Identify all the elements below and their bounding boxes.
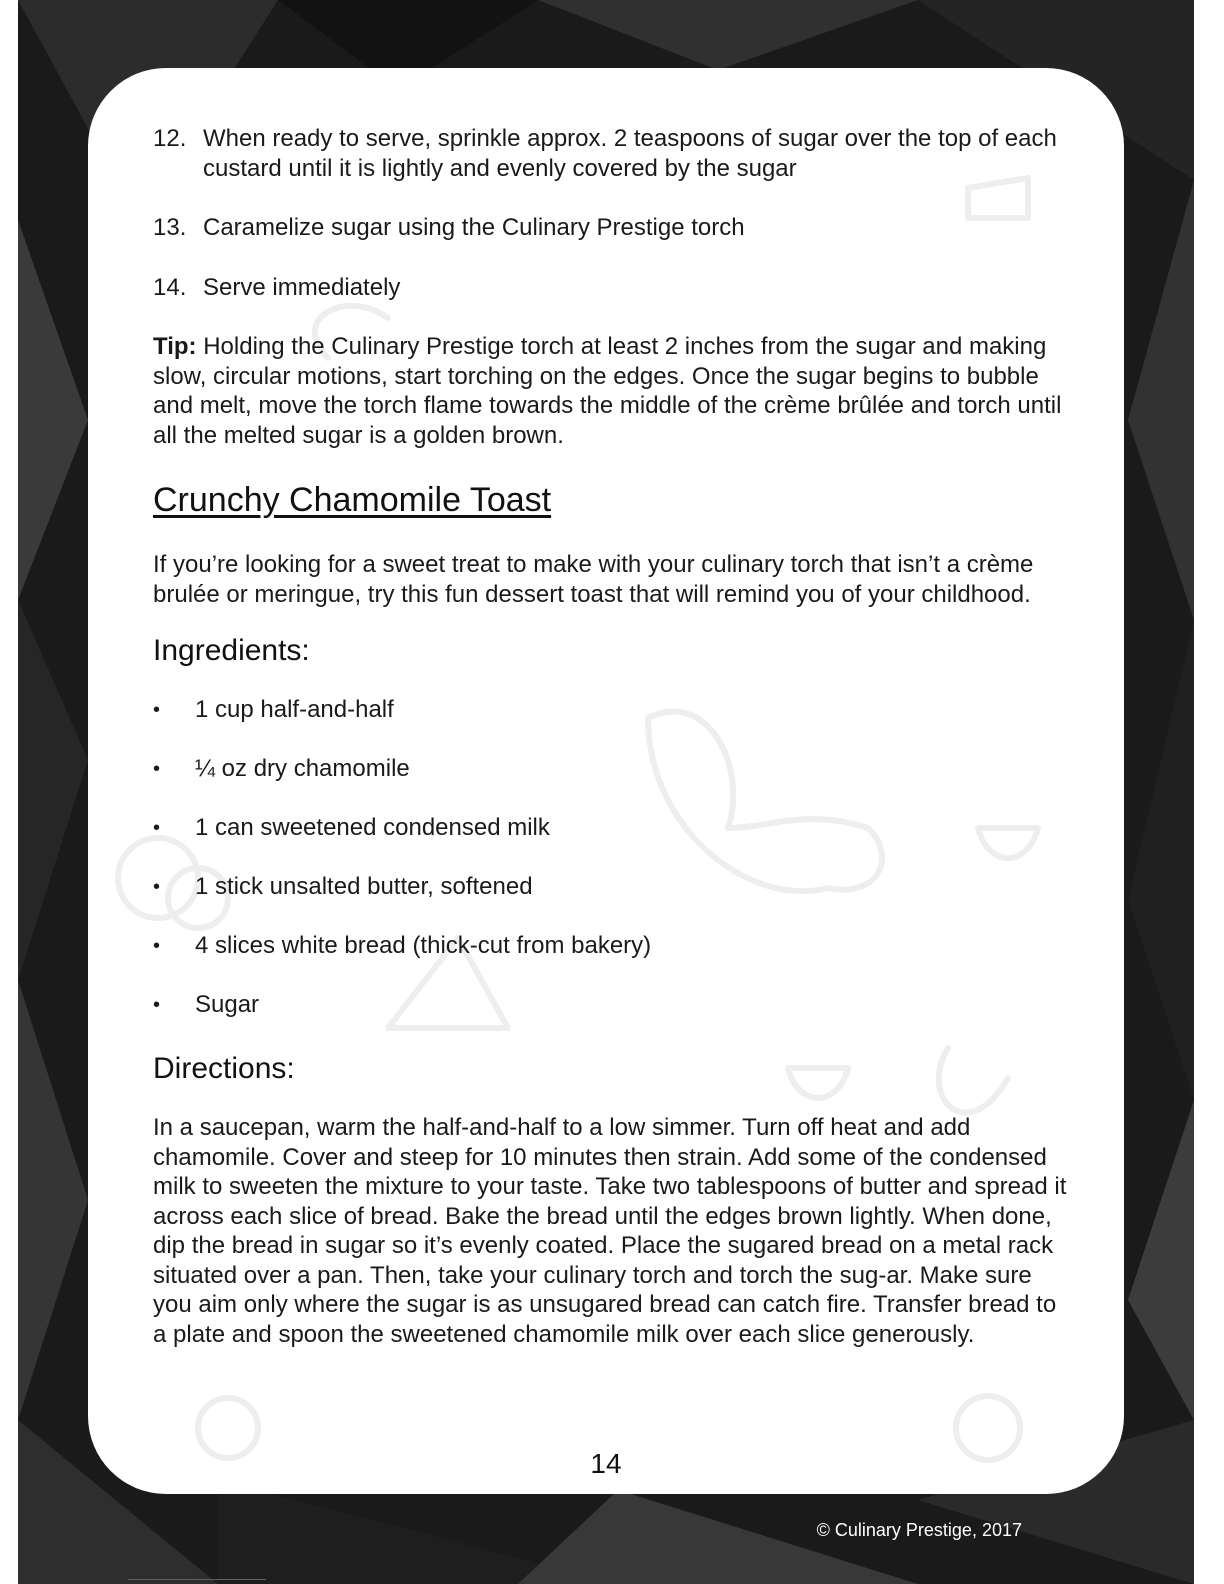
tip-text: Holding the Culinary Prestige torch at least 2 inches from the sugar and making slow, circular motions, start torching on the edges. Once the sugar begins to bubble and melt, move the torch flame towards the middle of the crème brûlée and torch until all the melted sugar is a golden brown. bbox=[153, 333, 1062, 449]
bullet: • bbox=[153, 935, 161, 957]
tip-label: Tip: bbox=[153, 333, 197, 360]
bullet: • bbox=[153, 876, 161, 898]
list-item bbox=[153, 695, 1073, 725]
list-item bbox=[153, 813, 1073, 843]
bullet: • bbox=[153, 758, 161, 780]
ingredient-text: 1 cup half-and-half bbox=[195, 696, 394, 723]
recipe-title: Crunchy Chamomile Toast bbox=[153, 481, 552, 519]
step-number: 13. bbox=[153, 214, 187, 241]
step-text: Caramelize sugar using the Culinary Prestige torch bbox=[203, 214, 745, 241]
page-number: 14 bbox=[590, 1448, 622, 1479]
page-card bbox=[88, 68, 1124, 1494]
step-text: Serve immediately bbox=[203, 273, 401, 301]
link-underline bbox=[128, 1579, 266, 1580]
copyright-text: © Culinary Prestige, 2017 bbox=[816, 1520, 1022, 1540]
bullet: • bbox=[153, 817, 161, 839]
ingredient-text: 1 stick unsalted butter, softened bbox=[195, 873, 533, 900]
step-number: 14. bbox=[153, 273, 187, 301]
tip-paragraph bbox=[153, 332, 1073, 450]
step-13 bbox=[153, 213, 1073, 243]
list-item bbox=[153, 872, 1073, 902]
directions-paragraph: In a saucepan, warm the half-and-half to a low simmer. Turn off heat and add chamomile. Cover and steep for 10 minutes then strain. Add some of the condensed milk to sweeten the mixture to your taste. Take two tablespoons of butter and spread it across each slice of bread. Bake the bread until the edges brown lightly. When done, dip the bread in sugar so it’s evenly coated. Place the sugared bread on a metal rack situated over a pan. Then, take your culinary torch and torch the sug-ar. Make sure you aim only where the sugar is as unsugared bread can catch fire. Transfer bread to a plate and spoon the sweetened chamomile milk over each slice generously. bbox=[153, 1114, 1067, 1348]
list-item bbox=[153, 931, 1073, 961]
list-item bbox=[153, 754, 1073, 784]
bullet: • bbox=[153, 699, 161, 721]
step-14 bbox=[153, 273, 1073, 303]
ingredients-list bbox=[153, 695, 1073, 1020]
ingredient-text: 4 slices white bread (thick-cut from bakery) bbox=[195, 932, 652, 959]
directions-heading: Directions: bbox=[153, 1052, 295, 1085]
step-number: 12. bbox=[153, 125, 187, 152]
list-item bbox=[153, 990, 1073, 1020]
ingredients-heading: Ingredients: bbox=[153, 634, 310, 667]
recipe-intro: If you’re looking for a sweet treat to make with your culinary torch that isn’t a crème brulée or meringue, try this fun dessert toast that will remind you of your childhood. bbox=[153, 551, 1034, 608]
ingredient-text: 1 can sweetened condensed milk bbox=[195, 814, 550, 841]
ingredient-text: Sugar bbox=[195, 991, 260, 1018]
bullet: • bbox=[153, 994, 161, 1016]
step-12 bbox=[153, 124, 1073, 183]
step-text: When ready to serve, sprinkle approx. 2 teaspoons of sugar over the top of each custard until it is lightly and evenly covered by the sugar bbox=[203, 125, 1057, 182]
ingredient-text: ¼ oz dry chamomile bbox=[195, 755, 410, 782]
